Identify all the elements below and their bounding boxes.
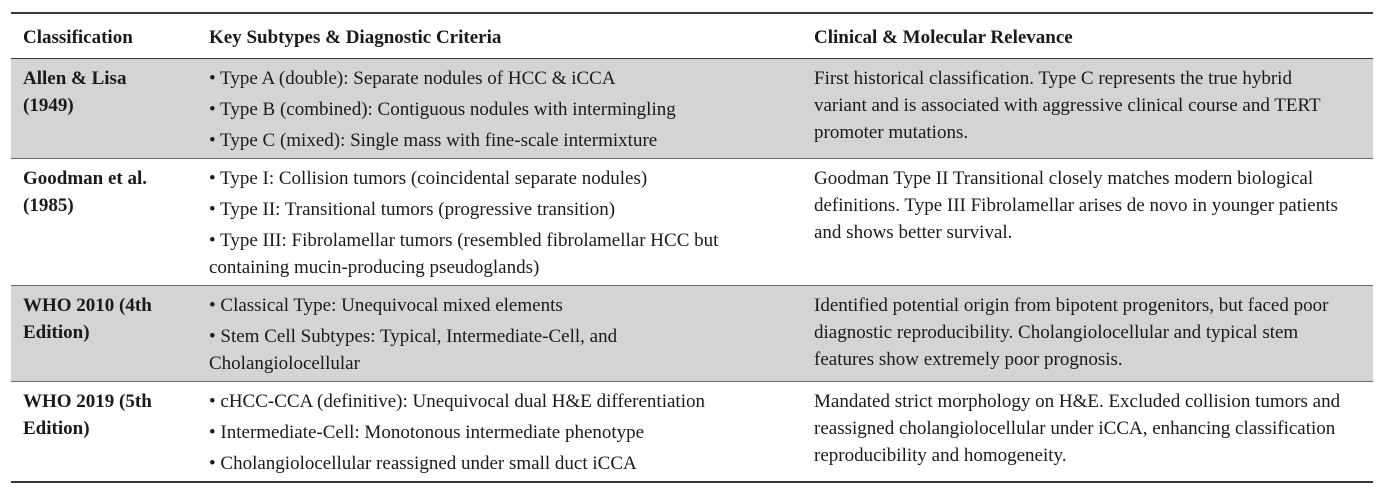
criteria-item: • Type B (combined): Contiguous nodules with intermingling <box>209 99 676 120</box>
classification-cell <box>11 159 197 286</box>
relevance-text: Goodman Type II Transitional closely matches modern biological definitions. Type III Fibrolamellar arises de novo in younger patients and shows better survival. <box>814 168 1338 243</box>
classification-cell <box>11 59 197 159</box>
classification-table-container <box>11 12 1373 483</box>
table-row <box>11 382 1373 483</box>
criteria-cell <box>197 59 802 159</box>
relevance-text: Identified potential origin from bipotent progenitors, but faced poor diagnostic reproducibility. Cholangiolocellular and typical stem features show extremely poor prognosis. <box>814 295 1329 370</box>
criteria-item: • Cholangiolocellular reassigned under small duct iCCA <box>209 453 637 474</box>
table-header <box>11 13 1373 59</box>
table-row <box>11 286 1373 382</box>
relevance-text: First historical classification. Type C represents the true hybrid variant and is associated with aggressive clinical course and TERT promoter mutations. <box>814 68 1321 143</box>
classification-text: Goodman et al. (1985) <box>23 168 148 216</box>
relevance-cell <box>802 159 1373 286</box>
table-row <box>11 59 1373 159</box>
criteria-cell <box>197 382 802 483</box>
header-row <box>11 13 1373 59</box>
criteria-item: • Type A (double): Separate nodules of HCC & iCCA <box>209 68 616 89</box>
classification-text: WHO 2019 (5th Edition) <box>23 391 152 439</box>
header-classification: Classification <box>23 27 133 48</box>
criteria-item: • Type II: Transitional tumors (progressive transition) <box>209 199 616 220</box>
criteria-item: • Type I: Collision tumors (coincidental separate nodules) <box>209 168 648 189</box>
relevance-text: Mandated strict morphology on H&E. Excluded collision tumors and reassigned cholangiolocellular under iCCA, enhancing classification reproducibility and homogeneity. <box>814 391 1341 466</box>
criteria-item: • Classical Type: Unequivocal mixed elements <box>209 295 563 316</box>
criteria-item: • Type III: Fibrolamellar tumors (resembled fibrolamellar HCC but containing mucin-producing pseudoglands) <box>209 230 719 278</box>
classification-table <box>11 12 1373 483</box>
header-relevance: Clinical & Molecular Relevance <box>814 27 1073 48</box>
relevance-cell <box>802 59 1373 159</box>
criteria-item: • Intermediate-Cell: Monotonous intermediate phenotype <box>209 422 645 443</box>
criteria-item: • Type C (mixed): Single mass with fine-scale intermixture <box>209 130 658 151</box>
header-criteria: Key Subtypes & Diagnostic Criteria <box>209 27 502 48</box>
criteria-item: • Stem Cell Subtypes: Typical, Intermediate-Cell, and Cholangiolocellular <box>209 326 618 374</box>
relevance-cell <box>802 286 1373 382</box>
classification-cell <box>11 382 197 483</box>
classification-text: Allen & Lisa (1949) <box>23 68 127 116</box>
classification-cell <box>11 286 197 382</box>
criteria-cell <box>197 286 802 382</box>
criteria-item: • cHCC-CCA (definitive): Unequivocal dual H&E differentiation <box>209 391 705 412</box>
criteria-cell <box>197 159 802 286</box>
classification-text: WHO 2010 (4th Edition) <box>23 295 152 343</box>
relevance-cell <box>802 382 1373 483</box>
table-body <box>11 59 1373 483</box>
table-row <box>11 159 1373 286</box>
